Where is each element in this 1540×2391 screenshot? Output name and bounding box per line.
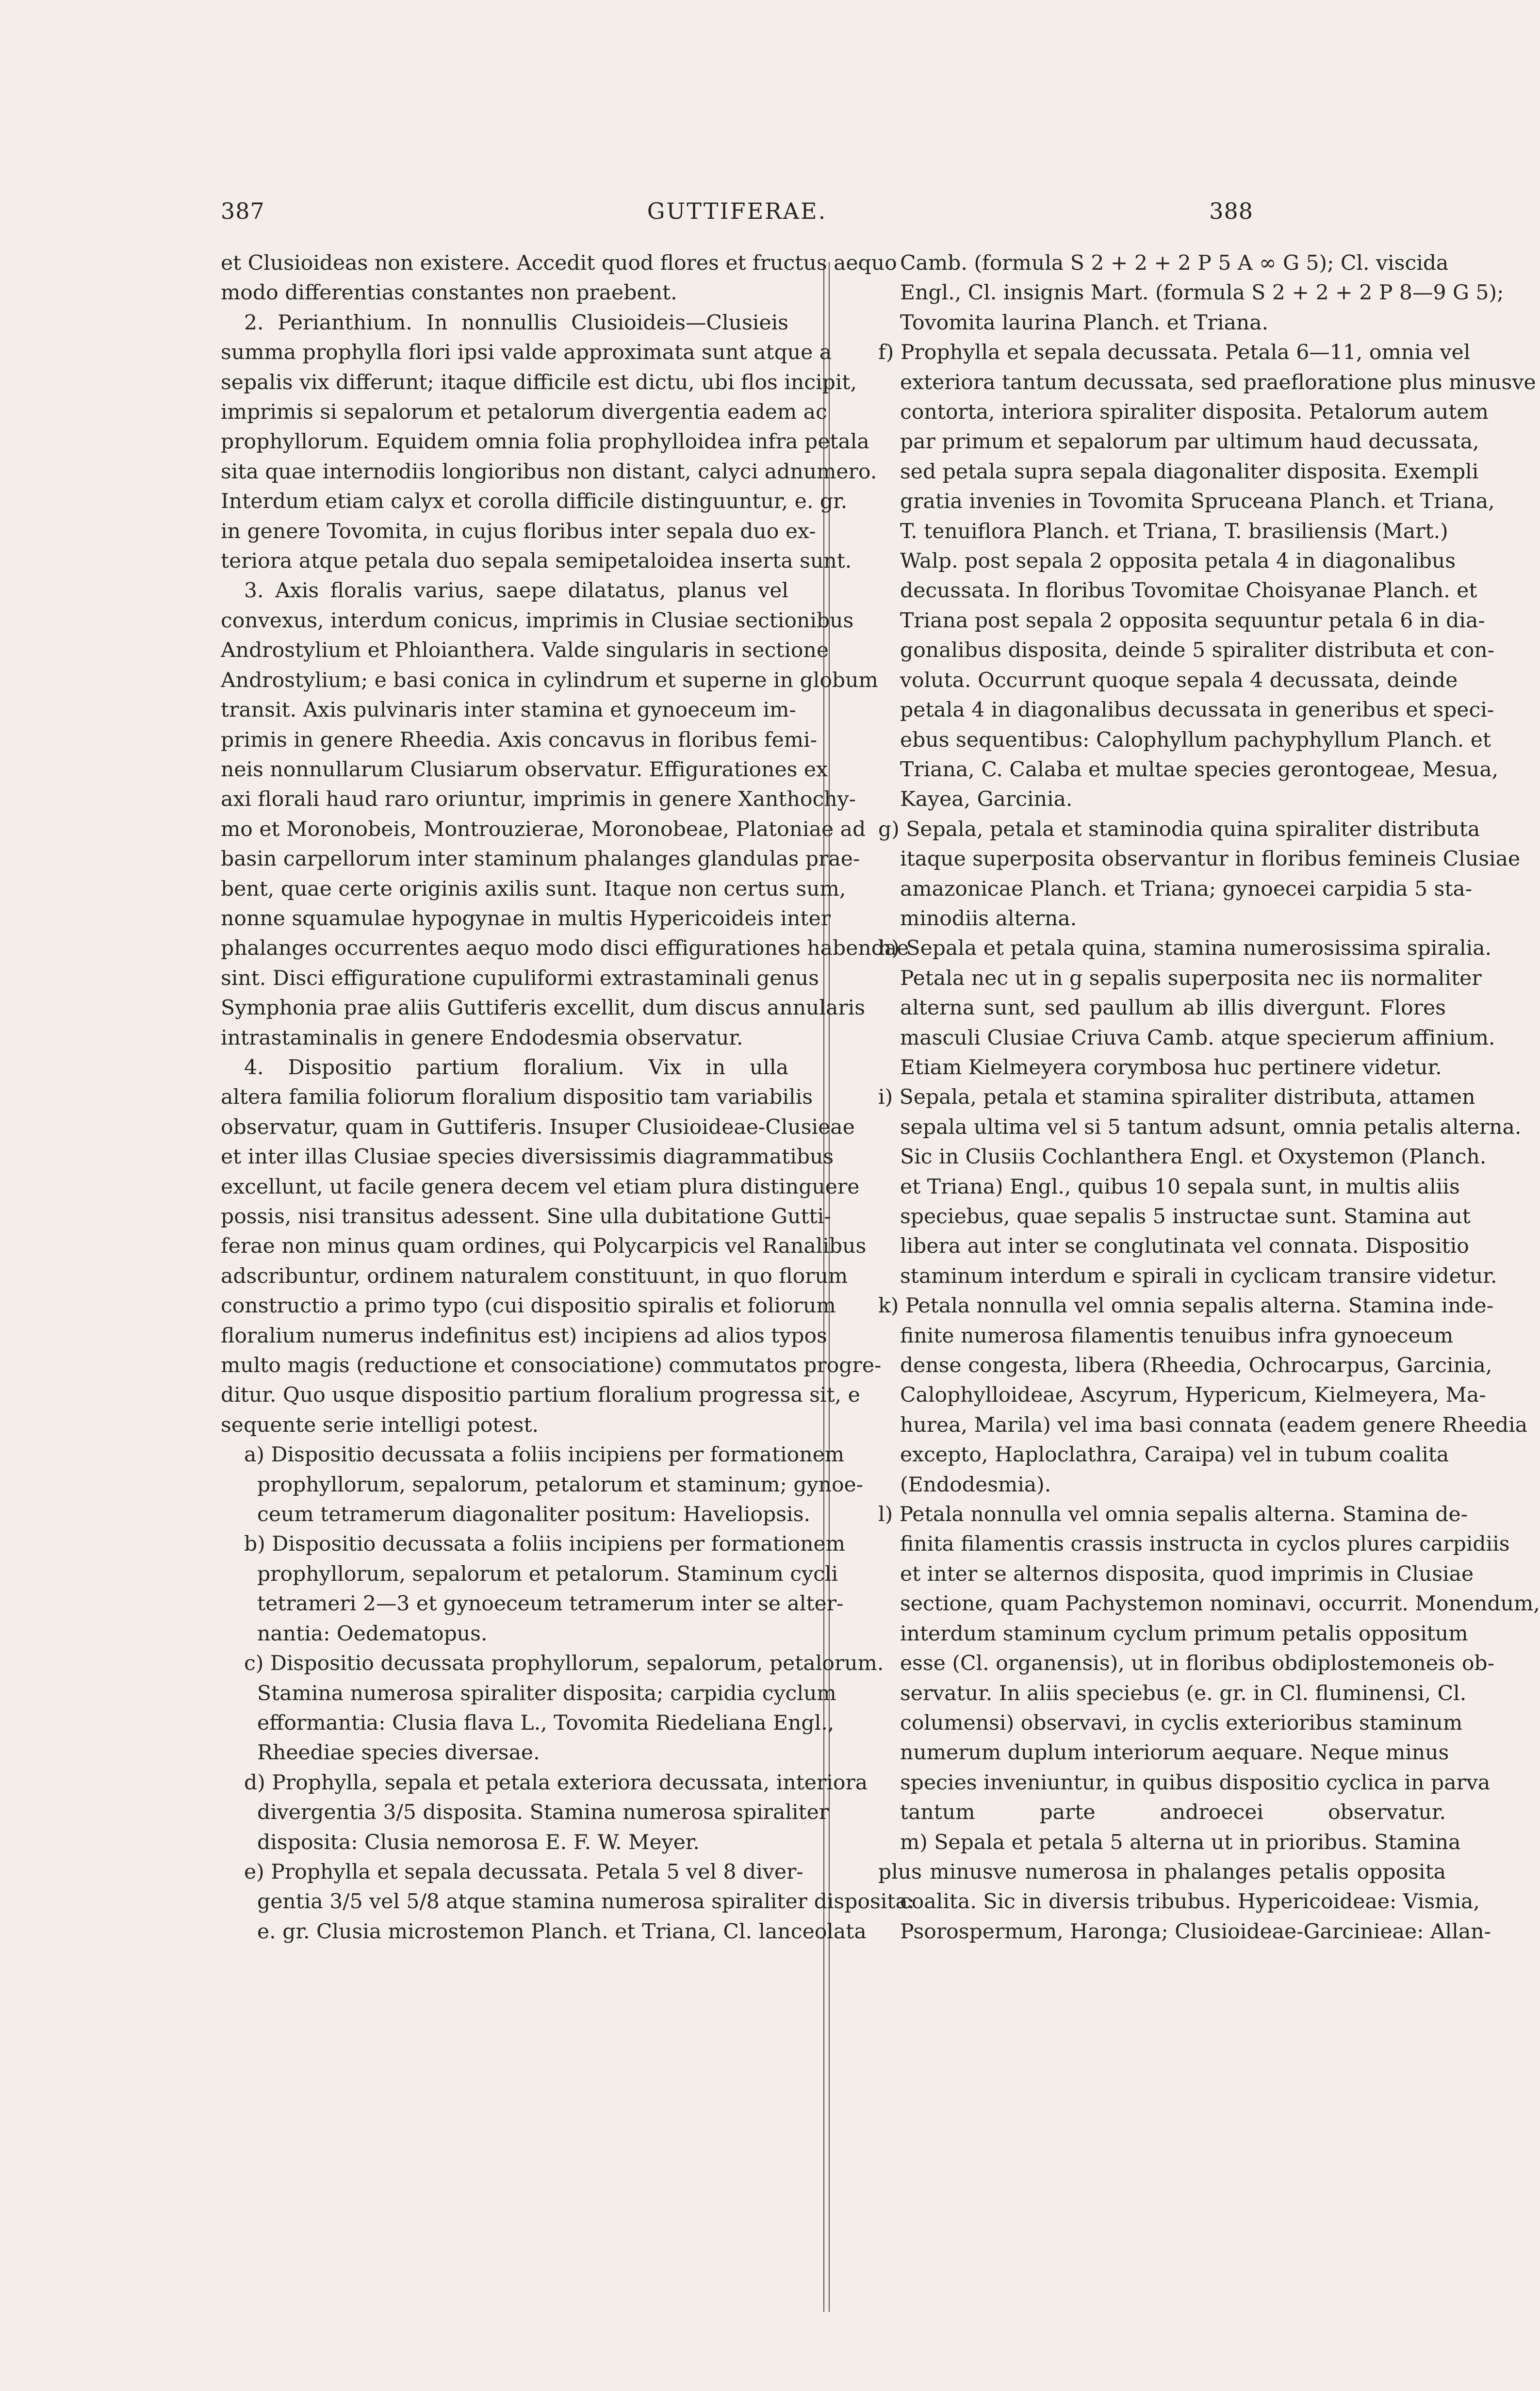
text-line: Engl., Cl. insignis Mart. (formula S 2 + 2 + 2 P 8—9 G 5);: [900, 281, 1504, 305]
text-line: sed petala supra sepala diagonaliter disposita. Exempli: [900, 459, 1479, 484]
list-item-line: k) Petala nonnulla vel omnia sepalis alterna. Stamina inde-: [878, 1294, 1494, 1318]
text-line: ceum tetramerum diagonaliter positum: Haveliopsis.: [257, 1503, 810, 1527]
page-number-right: 388: [1209, 198, 1253, 224]
text-line: voluta. Occurrunt quoque sepala 4 decussata, deinde: [900, 668, 1458, 692]
text-line: sequente serie intelligi potest.: [221, 1413, 539, 1437]
text-line: bent, quae certe originis axilis sunt. Itaque non certus sum,: [221, 877, 846, 901]
text-line: adscribuntur, ordinem naturalem constituunt, in quo florum: [221, 1264, 848, 1288]
text-line: sepalis vix differunt; itaque difficile est dictu, ubi flos incipit,: [221, 370, 857, 394]
text-line: speciebus, quae sepalis 5 instructae sunt. Stamina aut: [900, 1205, 1471, 1228]
list-item-line: d) Prophylla, sepala et petala exteriora decussata, interiora: [244, 1770, 868, 1795]
list-item-line: plus minusve numerosa in phalanges petalis opposita: [878, 1860, 1446, 1884]
text-line: Symphonia prae aliis Guttiferis excellit, dum discus annularis: [221, 996, 866, 1020]
text-line: exteriora tantum decussata, sed praefloratione plus minusve: [900, 370, 1536, 394]
text-line: intrastaminalis in genere Endodesmia observatur.: [221, 1026, 743, 1050]
text-line: possis, nisi transitus adessent. Sine ulla dubitatione Gutti-: [221, 1205, 831, 1228]
text-line: prophyllorum, sepalorum et petalorum. Staminum cycli: [257, 1562, 838, 1586]
text-line: phalanges occurrentes aequo modo disci effigurationes habendae: [221, 936, 909, 961]
text-line: floralium numerus indefinitus est) incipiens ad alios typos: [221, 1324, 827, 1348]
text-line: T. tenuiflora Planch. et Triana, T. brasiliensis (Mart.): [900, 519, 1448, 543]
list-item-line: a) Dispositio decussata a foliis incipiens per formationem: [244, 1443, 845, 1467]
list-item-line: g) Sepala, petala et staminodia quina spiraliter distributa: [878, 817, 1480, 841]
text-line: Tovomita laurina Planch. et Triana.: [900, 311, 1269, 335]
text-line: m) Sepala et petala 5 alterna ut in prioribus. Stamina: [900, 1830, 1461, 1854]
text-line: libera aut inter se conglutinata vel connata. Dispositio: [900, 1234, 1469, 1259]
text-line: imprimis si sepalorum et petalorum divergentia eadem ac: [221, 400, 827, 425]
text-line: summa prophylla flori ipsi valde approximata sunt atque a: [221, 341, 832, 365]
list-item-line: b) Dispositio decussata a foliis incipiens per formationem: [244, 1532, 845, 1556]
text-line: tantum parte androecei observatur.: [900, 1801, 1446, 1825]
text-line: Petala nec ut in g sepalis superposita nec iis normaliter: [900, 966, 1482, 990]
text-line: modo differentias constantes non praebent.: [221, 281, 677, 305]
text-line: interdum staminum cyclum primum petalis oppositum: [900, 1621, 1468, 1646]
text-line: 2. Perianthium. In nonnullis Clusioideis—Clusieis: [244, 311, 788, 335]
text-line: staminum interdum e spirali in cyclicam transire videtur.: [900, 1264, 1497, 1288]
text-line: basin carpellorum inter staminum phalanges glandulas prae-: [221, 847, 860, 871]
text-line: observatur, quam in Guttiferis. Insuper Clusioideae-Clusieae: [221, 1115, 855, 1139]
text-line: disposita: Clusia nemorosa E. F. W. Meyer.: [257, 1830, 700, 1854]
right-column: [878, 248, 1540, 1947]
text-line: Walp. post sepala 2 opposita petala 4 in diagonalibus: [900, 549, 1456, 573]
text-line: finita filamentis crassis instructa in cyclos plures carpidiis: [900, 1532, 1510, 1556]
text-line: sita quae internodiis longioribus non distant, calyci adnumero.: [221, 459, 877, 484]
text-line: neis nonnullarum Clusiarum observatur. Effigurationes ex: [221, 757, 828, 782]
text-line: Interdum etiam calyx et corolla difficile distinguuntur, e. gr.: [221, 490, 848, 514]
text-line: et inter illas Clusiae species diversissimis diagrammatibus: [221, 1145, 834, 1169]
text-line: Triana post sepala 2 opposita sequuntur petala 6 in dia-: [900, 608, 1485, 633]
text-line: alterna sunt, sed paullum ab illis divergunt. Flores: [900, 996, 1446, 1020]
text-line: numerum duplum interiorum aequare. Neque minus: [900, 1741, 1449, 1765]
text-line: ferae non minus quam ordines, qui Polycarpicis vel Ranalibus: [221, 1234, 867, 1259]
text-line: altera familia foliorum floralium dispositio tam variabilis: [221, 1085, 813, 1110]
text-line: species inveniuntur, in quibus dispositio cyclica in parva: [900, 1770, 1491, 1795]
text-line: (Endodesmia).: [900, 1473, 1051, 1497]
text-line: et Clusioideas non existere. Accedit quod flores et fructus aequo: [221, 251, 897, 275]
text-line: Camb. (formula S 2 + 2 + 2 P 5 A ∞ G 5); Cl. viscida: [900, 251, 1449, 275]
text-line: amazonicae Planch. et Triana; gynoecei carpidia 5 sta-: [900, 877, 1473, 901]
text-line: columensi) observavi, in cyclis exterioribus staminum: [900, 1711, 1463, 1735]
text-line: 4. Dispositio partium floralium. Vix in ulla: [244, 1055, 788, 1080]
text-line: Sic in Clusiis Cochlanthera Engl. et Oxystemon (Planch.: [900, 1145, 1487, 1169]
list-item-line: f) Prophylla et sepala decussata. Petala 6—11, omnia vel: [878, 341, 1471, 365]
text-line: coalita. Sic in diversis tribubus. Hypericoideae: Vismia,: [900, 1890, 1480, 1914]
text-line: tetrameri 2—3 et gynoeceum tetramerum inter se alter-: [257, 1592, 844, 1616]
text-line: excepto, Haploclathra, Caraipa) vel in tubum coalita: [900, 1443, 1449, 1467]
text-line: 3. Axis floralis varius, saepe dilatatus, planus vel: [244, 579, 788, 603]
text-line: constructio a primo typo (cui dispositio spiralis et foliorum: [221, 1294, 836, 1318]
text-line: et Triana) Engl., quibus 10 sepala sunt, in multis aliis: [900, 1175, 1460, 1199]
text-line: sint. Disci effiguratione cupuliformi extrastaminali genus: [221, 966, 819, 990]
text-line: par primum et sepalorum par ultimum haud decussata,: [900, 430, 1479, 454]
text-line: transit. Axis pulvinaris inter stamina et gynoeceum im-: [221, 698, 796, 722]
text-line: mo et Moronobeis, Montrouzierae, Moronobeae, Platoniae ad: [221, 817, 866, 841]
text-line: gonalibus disposita, deinde 5 spiraliter distributa et con-: [900, 639, 1495, 663]
text-line: prophyllorum, sepalorum, petalorum et staminum; gynoe-: [257, 1473, 864, 1497]
text-line: sectione, quam Pachystemon nominavi, occurrit. Monendum,: [900, 1592, 1540, 1616]
text-line: Androstylium; e basi conica in cylindrum et superne in globum: [221, 668, 878, 692]
text-line: Etiam Kielmeyera corymbosa huc pertinere videtur.: [900, 1055, 1442, 1080]
text-line: prophyllorum. Equidem omnia folia prophylloidea infra petala: [221, 430, 869, 454]
text-line: primis in genere Rheedia. Axis concavus in floribus femi-: [221, 728, 818, 752]
text-line: nantia: Oedematopus.: [257, 1621, 488, 1646]
list-item-line: l) Petala nonnulla vel omnia sepalis alterna. Stamina de-: [878, 1503, 1468, 1527]
text-line: finite numerosa filamentis tenuibus infra gynoeceum: [900, 1324, 1454, 1348]
left-column: [221, 248, 915, 1947]
text-line: contorta, interiora spiraliter disposita. Petalorum autem: [900, 400, 1489, 425]
text-line: Kayea, Garcinia.: [900, 787, 1073, 812]
text-line: axi florali haud raro oriuntur, imprimis in genere Xanthochy-: [221, 787, 856, 812]
text-line: Triana, C. Calaba et multae species gerontogeae, Mesua,: [900, 757, 1499, 782]
text-line: convexus, interdum conicus, imprimis in Clusiae sectionibus: [221, 608, 854, 633]
text-line: divergentia 3/5 disposita. Stamina numerosa spiraliter: [257, 1801, 829, 1825]
text-line: teriora atque petala duo sepala semipetaloidea inserta sunt.: [221, 549, 852, 573]
text-line: gentia 3/5 vel 5/8 atque stamina numerosa spiraliter disposita:: [257, 1890, 915, 1914]
text-line: itaque superposita observantur in floribus femineis Clusiae: [900, 847, 1521, 871]
page-number-left: 387: [221, 198, 265, 224]
text-line: Stamina numerosa spiraliter disposita; carpidia cyclum: [257, 1681, 836, 1705]
text-line: in genere Tovomita, in cujus floribus inter sepala duo ex-: [221, 519, 816, 543]
text-line: Calophylloideae, Ascyrum, Hypericum, Kielmeyera, Ma-: [900, 1383, 1486, 1408]
text-line: sepala ultima vel si 5 tantum adsunt, omnia petalis alterna.: [900, 1115, 1522, 1139]
text-line: hurea, Marila) vel ima basi connata (eadem genere Rheedia: [900, 1413, 1528, 1437]
text-line: petala 4 in diagonalibus decussata in generibus et speci-: [900, 698, 1494, 722]
text-line: ditur. Quo usque dispositio partium floralium progressa sit, e: [221, 1383, 860, 1408]
text-line: servatur. In aliis speciebus (e. gr. in Cl. fluminensi, Cl.: [900, 1681, 1467, 1705]
text-line: Androstylium et Phloianthera. Valde singularis in sectione: [221, 639, 829, 663]
text-line: esse (Cl. organensis), ut in floribus obdiplostemoneis ob-: [900, 1652, 1494, 1676]
list-item-line: e) Prophylla et sepala decussata. Petala 5 vel 8 diver-: [244, 1860, 803, 1884]
text-line: dense congesta, libera (Rheedia, Ochrocarpus, Garcinia,: [900, 1354, 1492, 1378]
list-item-line: c) Dispositio decussata prophyllorum, sepalorum, petalorum.: [244, 1652, 884, 1676]
text-line: decussata. In floribus Tovomitae Choisyanae Planch. et: [900, 579, 1477, 603]
text-line: efformantia: Clusia flava L., Tovomita Riedeliana Engl.,: [257, 1711, 835, 1735]
text-line: Rheediae species diversae.: [257, 1741, 540, 1765]
text-line: multo magis (reductione et consociatione) commutatos progre-: [221, 1354, 882, 1378]
text-line: excellunt, ut facile genera decem vel etiam plura distinguere: [221, 1175, 860, 1199]
text-line: masculi Clusiae Criuva Camb. atque specierum affinium.: [900, 1026, 1495, 1050]
text-line: ebus sequentibus: Calophyllum pachyphyllum Planch. et: [900, 728, 1491, 752]
list-item-line: i) Sepala, petala et stamina spiraliter distributa, attamen: [878, 1085, 1475, 1110]
text-line: gratia invenies in Tovomita Spruceana Planch. et Triana,: [900, 490, 1495, 514]
text-line: et inter se alternos disposita, quod imprimis in Clusiae: [900, 1562, 1474, 1586]
text-line: minodiis alterna.: [900, 906, 1077, 931]
running-title: GUTTIFERAE.: [647, 198, 827, 224]
list-item-line: h) Sepala et petala quina, stamina numerosissima spiralia.: [878, 936, 1492, 961]
text-line: nonne squamulae hypogynae in multis Hypericoideis inter: [221, 906, 831, 931]
text-line: Psorospermum, Haronga; Clusioideae-Garcinieae: Allan-: [900, 1919, 1491, 1944]
text-line: e. gr. Clusia microstemon Planch. et Triana, Cl. lanceolata: [257, 1919, 867, 1944]
